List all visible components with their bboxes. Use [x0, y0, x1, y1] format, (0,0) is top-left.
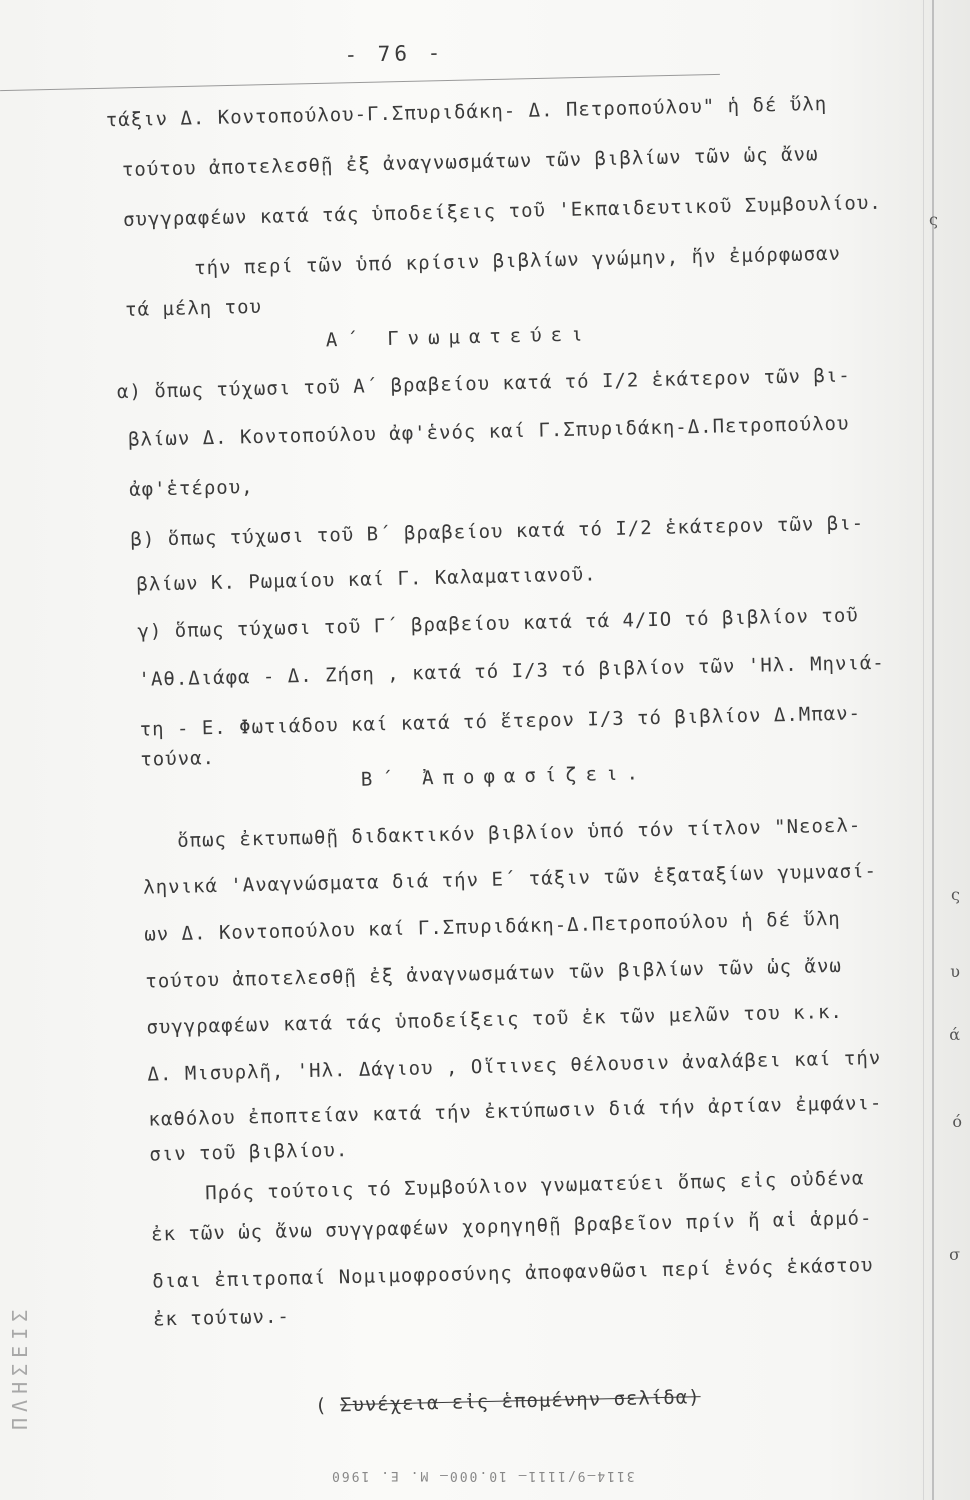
text-line: τήν περί τῶν ὑπό κρίσιν βιβλίων γνώμην, ἥν ἐμόρφωσαν [193, 242, 842, 280]
text-line: τούτου ἀποτελεσθῇ ἐξ ἀναγνωσμάτων τῶν βιβλίων τῶν ὡς ἄνω [145, 954, 843, 993]
text-line: βλίων Δ. Κοντοπούλου ἀφ'ἑνός καί Γ.Σπυριδάκη-Δ.Πετροπούλου [127, 412, 850, 451]
margin-mark: σ [949, 1245, 960, 1264]
text-line: ων Δ. Κοντοπούλου καί Γ.Σπυριδάκη-Δ.Πετροπούλου ἡ δέ ὕλη [144, 907, 841, 946]
continuation-struck-text: Συνέχεια εἰς ἑπομένην σελίδα) [339, 1386, 701, 1417]
margin-mark: ά [949, 1025, 960, 1044]
page-number: - 76 - [344, 40, 445, 67]
text-line: 'Αθ.Διάφα - Δ. Ζήση , κατά τό Ι/3 τό βιβλίον τῶν 'Ηλ. Μηνιά- [138, 651, 885, 691]
printer-imprint: 3114—9/1111— 10.000— Μ. Ε. 1960 [330, 1468, 635, 1483]
text-line: γ) ὅπως τύχωσι τοῦ Γ΄ βραβείου κατά τά 4/ΙΟ τό βιβλίον τοῦ [137, 604, 859, 643]
text-line: συγγραφέων κατά τάς ὑποδείξεις τοῦ 'Εκπαιδευτικοῦ Συμβουλίου. [122, 191, 882, 231]
text-line: ἐκ τῶν ὡς ἄνω συγγραφέων χορηγηθῇ βραβεῖον πρίν ἤ αἱ ἁρμό- [150, 1207, 873, 1246]
text-line: τούτου ἀποτελεσθῇ ἐξ ἀναγνωσμάτων τῶν βιβλίων τῶν ὡς ἄνω [121, 143, 819, 181]
text-line: σιν τοῦ βιβλίου. [149, 1139, 349, 1166]
text-line: συγγραφέων κατά τάς ὑποδείξεις τοῦ ἐκ τῶν μελῶν του κ.κ. [146, 1000, 844, 1039]
margin-mark: ό [952, 1112, 962, 1131]
margin-mark: ς [951, 885, 960, 904]
text-line: τούνα. [140, 747, 216, 771]
text-line: Πρός τούτοις τό Συμβούλιον γνωματεύει ὅπως εἰς οὐδένα [204, 1167, 865, 1205]
section-heading-b: Β΄ Ἀποφασίζει. [360, 762, 648, 791]
margin-mark: υ [950, 962, 960, 981]
text-line: Δ. Μισυρλῆ, 'Ηλ. Δάγιου , Οἵτινες θέλουσιν ἀναλάβει καί τήν [147, 1046, 882, 1086]
text-line: διαι ἐπιτροπαί Νομιμοφροσύνης ἀποφανθῶσι περί ἑνός ἑκάστου [151, 1254, 874, 1293]
text-line: ἐκ τούτων.- [152, 1305, 291, 1331]
text-line: β) ὅπως τύχωσι τοῦ Β΄ βραβείου κατά τό Ι/2 ἑκάτερον τῶν βι- [130, 512, 865, 551]
section-heading-a: Α΄ Γνωματεύει [325, 323, 592, 352]
text-line: τάξιν Δ. Κοντοπούλου-Γ.Σπυριδάκη- Δ. Πετροπούλου" ἡ δέ ὕλη [105, 92, 828, 132]
text-line: τά μέλη του [124, 295, 263, 321]
margin-mark: ς [929, 210, 938, 229]
text-line: βλίων Κ. Ρωμαίου καί Γ. Καλαματιανοῦ. [136, 563, 597, 596]
continuation-paren: ( [314, 1394, 328, 1417]
text-line: ὅπως ἐκτυπωθῇ διδακτικόν βιβλίον ὑπό τόν τίτλον "Νεοελ- [176, 814, 862, 852]
text-line: ληνικά 'Αναγνώσματα διά τήν Ε΄ τάξιν τῶν ἑξαταξίων γυμνασί- [143, 860, 878, 899]
text-line: ἀφ'ἑτέρου, [128, 476, 254, 501]
text-line: καθόλου ἐποπτείαν κατά τήν ἐκτύπωσιν διά τήν ἀρτίαν ἐμφάνι- [148, 1091, 883, 1131]
text-line: τη - Ε. Φωτιάδου καί κατά τό ἕτερον Ι/3 τό βιβλίον Δ.Μπαν- [139, 702, 862, 741]
left-margin-stamp: ΠΛΗΣΕΙΣ [8, 1303, 32, 1430]
continuation-note [315, 1385, 701, 1418]
text-line: α) ὅπως τύχωσι τοῦ Α΄ βραβείου κατά τό Ι/2 ἑκάτερον τῶν βι- [116, 364, 851, 404]
